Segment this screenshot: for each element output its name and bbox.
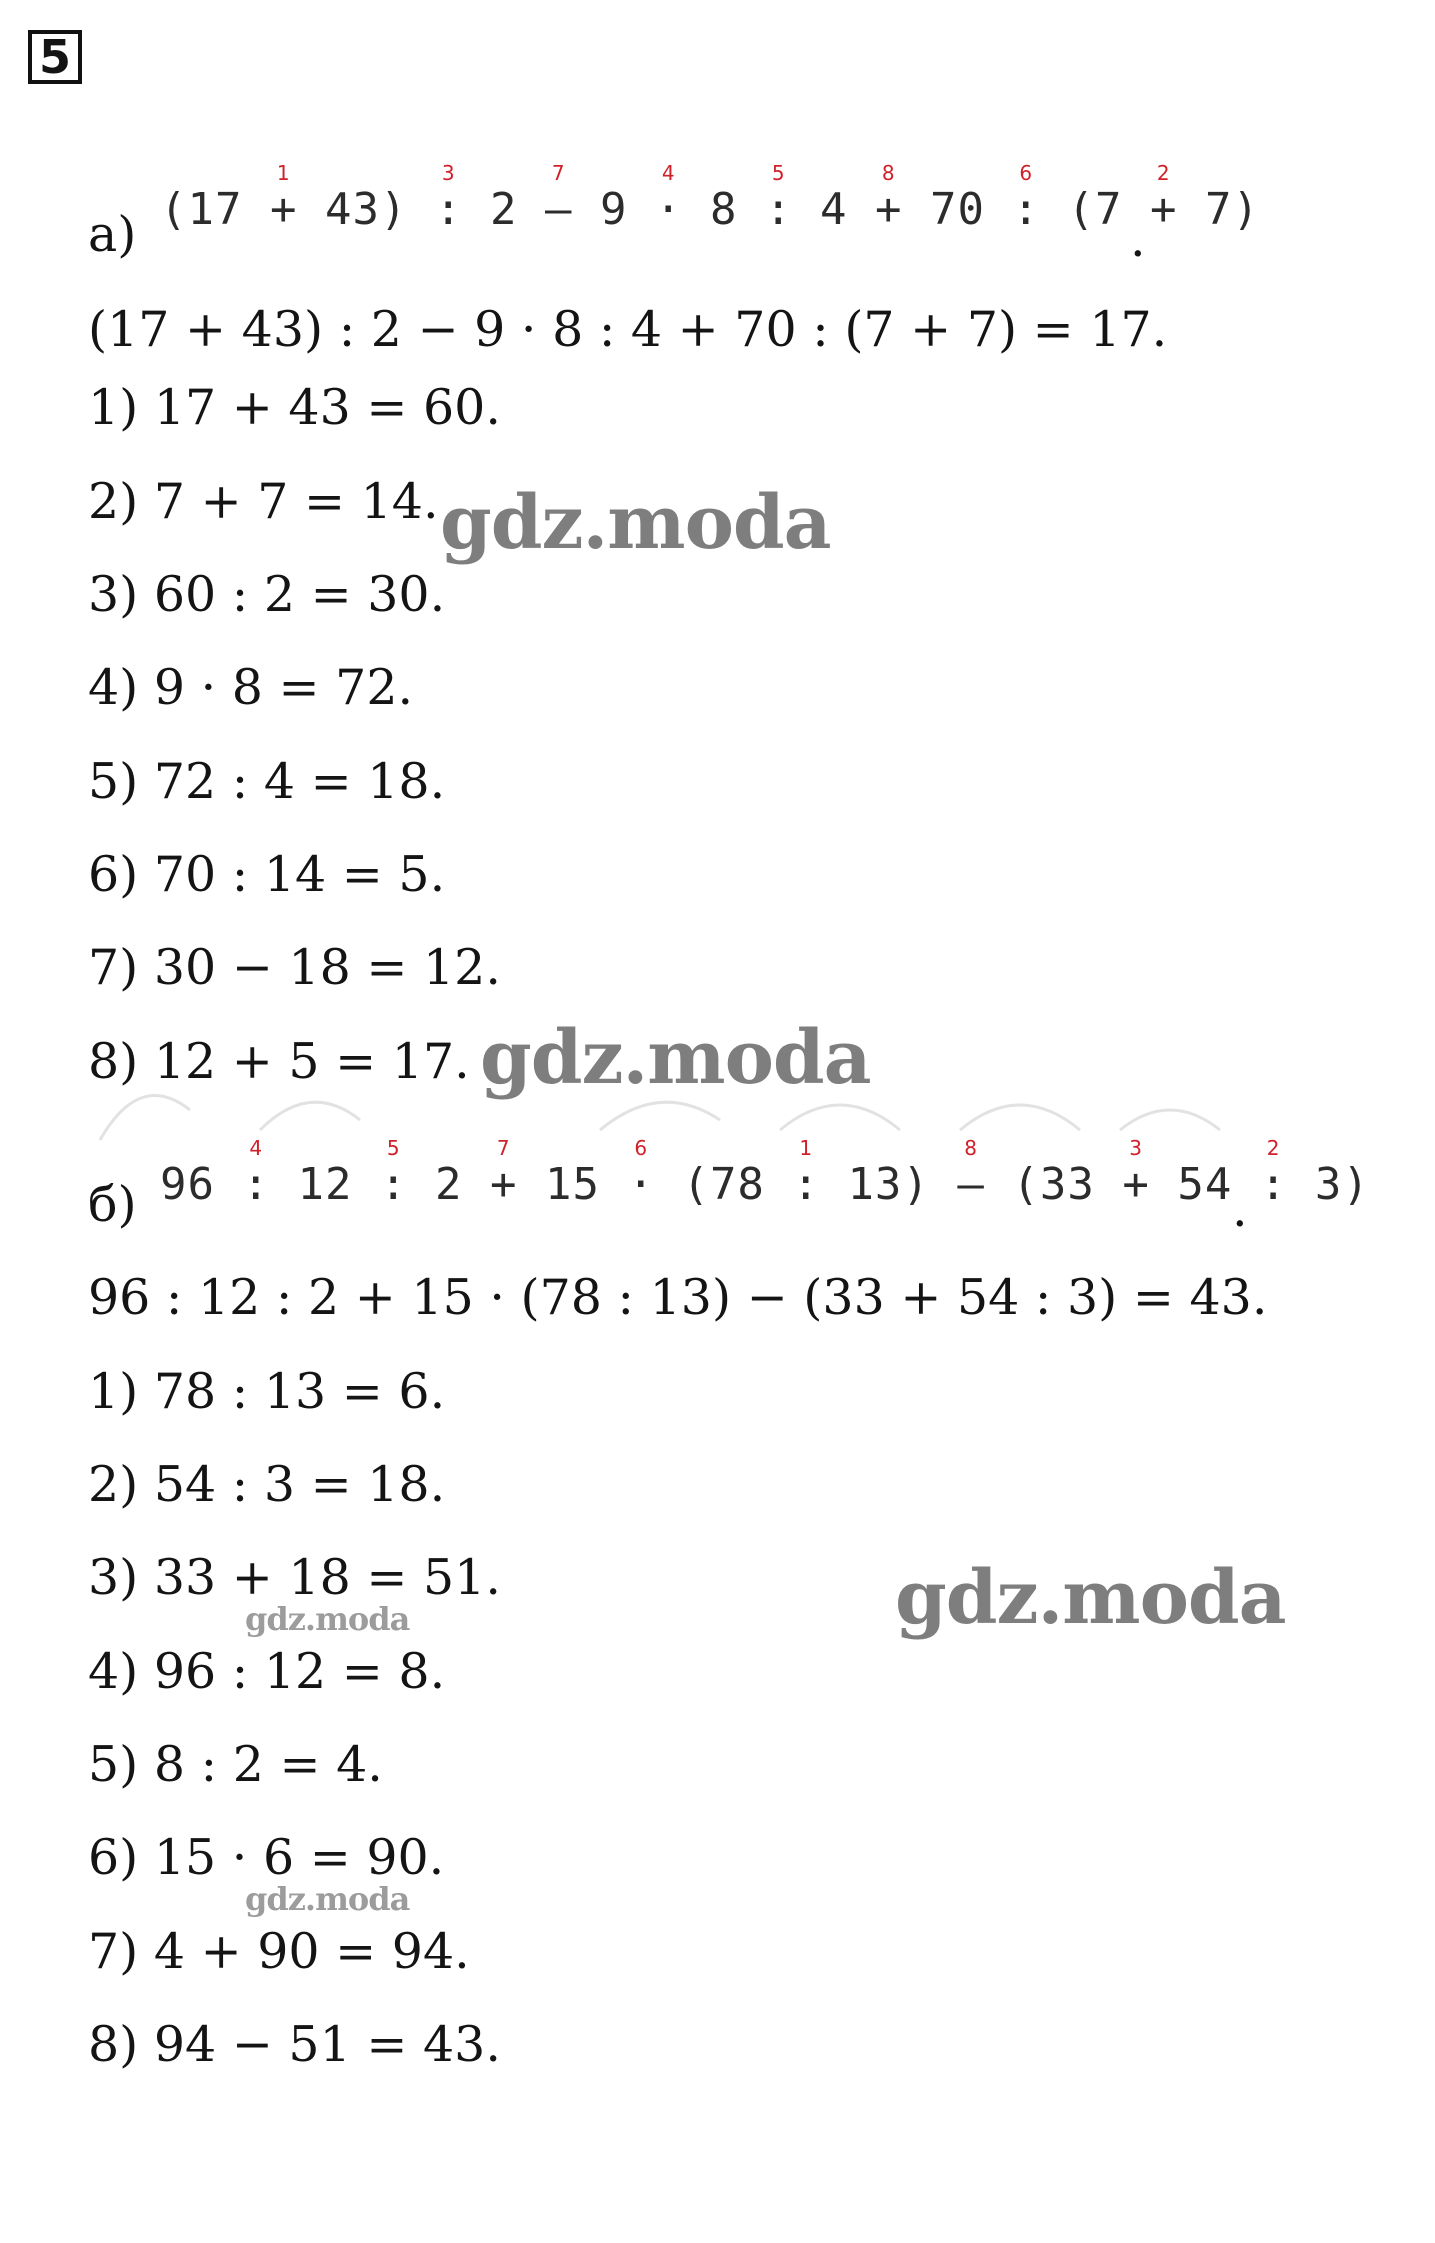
part-b-step: 4) 96 : 12 = 8.	[88, 1643, 446, 1700]
operation-order-mark: 7	[551, 161, 566, 185]
operation-order-mark: 8	[964, 1136, 979, 1160]
watermark-logo-small: gdz.moda	[245, 1880, 410, 1918]
operation-order-mark: 6	[634, 1136, 649, 1160]
part-a-step: 7) 30 − 18 = 12.	[88, 939, 501, 996]
operation-order-mark: 2	[1156, 161, 1171, 185]
task-number-badge: 5	[28, 30, 82, 84]
part-b-step: 6) 15 · 6 = 90.	[88, 1829, 445, 1886]
operation-symbol: + 8	[874, 161, 903, 235]
part-a-step: 2) 7 + 7 = 14.	[88, 473, 439, 530]
part-a-step: 4) 9 · 8 = 72.	[88, 659, 414, 716]
operation-order-mark: 6	[1019, 161, 1034, 185]
operation-order-mark: 5	[386, 1136, 401, 1160]
part-a-step: 6) 70 : 14 = 5.	[88, 846, 446, 903]
operation-order-mark: 5	[771, 161, 786, 185]
operation-symbol: + 1	[269, 161, 298, 235]
expression-term: (33	[1012, 1159, 1095, 1210]
operation-order-mark: 8	[881, 161, 896, 185]
part-b-step: 7) 4 + 90 = 94.	[88, 1923, 470, 1980]
expression-term: (78	[682, 1159, 765, 1210]
expression-term: 43)	[324, 184, 408, 235]
operation-symbol: + 7	[489, 1136, 518, 1210]
expression-term: 7)	[1204, 184, 1260, 235]
operation-symbol: – 8	[957, 1136, 985, 1210]
expression-term: (7	[1067, 184, 1123, 235]
expression-term: (17	[160, 184, 243, 235]
watermark-logo: gdz.moda	[480, 1015, 871, 1101]
operation-symbol: : 6	[1012, 161, 1040, 235]
part-b-full-expression: 96 : 12 : 2 + 15 · (78 : 13) − (33 + 54 : 3) = 43.	[88, 1269, 1268, 1326]
operation-symbol: + 2	[1149, 161, 1178, 235]
expression-term: 13)	[847, 1159, 930, 1210]
part-a-step: 5) 72 : 4 = 18.	[88, 753, 446, 810]
part-b-label: б)	[88, 1176, 137, 1233]
part-a-step: 8) 12 + 5 = 17.	[88, 1033, 470, 1090]
operation-order-mark: 4	[661, 161, 676, 185]
operation-symbol: : 5	[379, 1136, 408, 1210]
expression-term: 96	[160, 1159, 215, 1210]
operation-symbol: + 3	[1122, 1136, 1150, 1210]
part-a-step: 1) 17 + 43 = 60.	[88, 379, 501, 436]
operation-order-mark: 2	[1266, 1136, 1281, 1160]
operation-order-mark: 7	[496, 1136, 511, 1160]
operation-symbol: · 6	[627, 1136, 655, 1210]
operation-symbol: : 3	[434, 161, 463, 235]
expression-term: 8	[709, 184, 738, 235]
part-a-annotated-end: .	[1130, 211, 1146, 268]
expression-term: 4	[819, 184, 848, 235]
expression-term: 12	[297, 1159, 353, 1210]
operation-order-mark: 1	[276, 161, 291, 185]
operation-symbol: : 5	[764, 161, 793, 235]
part-b-step: 2) 54 : 3 = 18.	[88, 1456, 446, 1513]
expression-term: 2	[489, 184, 518, 235]
expression-term: 2	[434, 1159, 463, 1210]
watermark-logo: gdz.moda	[895, 1555, 1286, 1641]
watermark-logo-small: gdz.moda	[245, 1600, 410, 1638]
operation-order-mark: 3	[441, 161, 456, 185]
operation-order-mark: 1	[799, 1136, 814, 1160]
expression-term: 54	[1177, 1159, 1233, 1210]
expression-term: 70	[929, 184, 985, 235]
expression-term: 9	[599, 184, 628, 235]
part-a-step: 3) 60 : 2 = 30.	[88, 566, 446, 623]
watermark-logo: gdz.moda	[440, 480, 831, 566]
part-b-step: 5) 8 : 2 = 4.	[88, 1736, 383, 1793]
operation-symbol: · 4	[654, 161, 683, 235]
operation-symbol: : 1	[792, 1136, 820, 1210]
part-b-annotated-expression	[160, 1136, 1370, 1210]
part-b-step: 3) 33 + 18 = 51.	[88, 1549, 501, 1606]
expression-term: 15	[544, 1159, 600, 1210]
operation-order-mark: 4	[249, 1136, 264, 1160]
operation-symbol: : 4	[242, 1136, 270, 1210]
operation-symbol: – 7	[544, 161, 573, 235]
part-b-step: 8) 94 − 51 = 43.	[88, 2016, 501, 2073]
part-b-annotated-end: .	[1232, 1181, 1248, 1238]
operation-order-mark: 3	[1129, 1136, 1144, 1160]
part-a-full-expression: (17 + 43) : 2 − 9 · 8 : 4 + 70 : (7 + 7) = 17.	[88, 301, 1168, 358]
part-a-annotated-expression	[160, 161, 1260, 235]
part-a-label: а)	[88, 206, 137, 263]
expression-term: 3)	[1314, 1159, 1370, 1210]
part-b-step: 1) 78 : 13 = 6.	[88, 1363, 446, 1420]
operation-symbol: : 2	[1259, 1136, 1288, 1210]
